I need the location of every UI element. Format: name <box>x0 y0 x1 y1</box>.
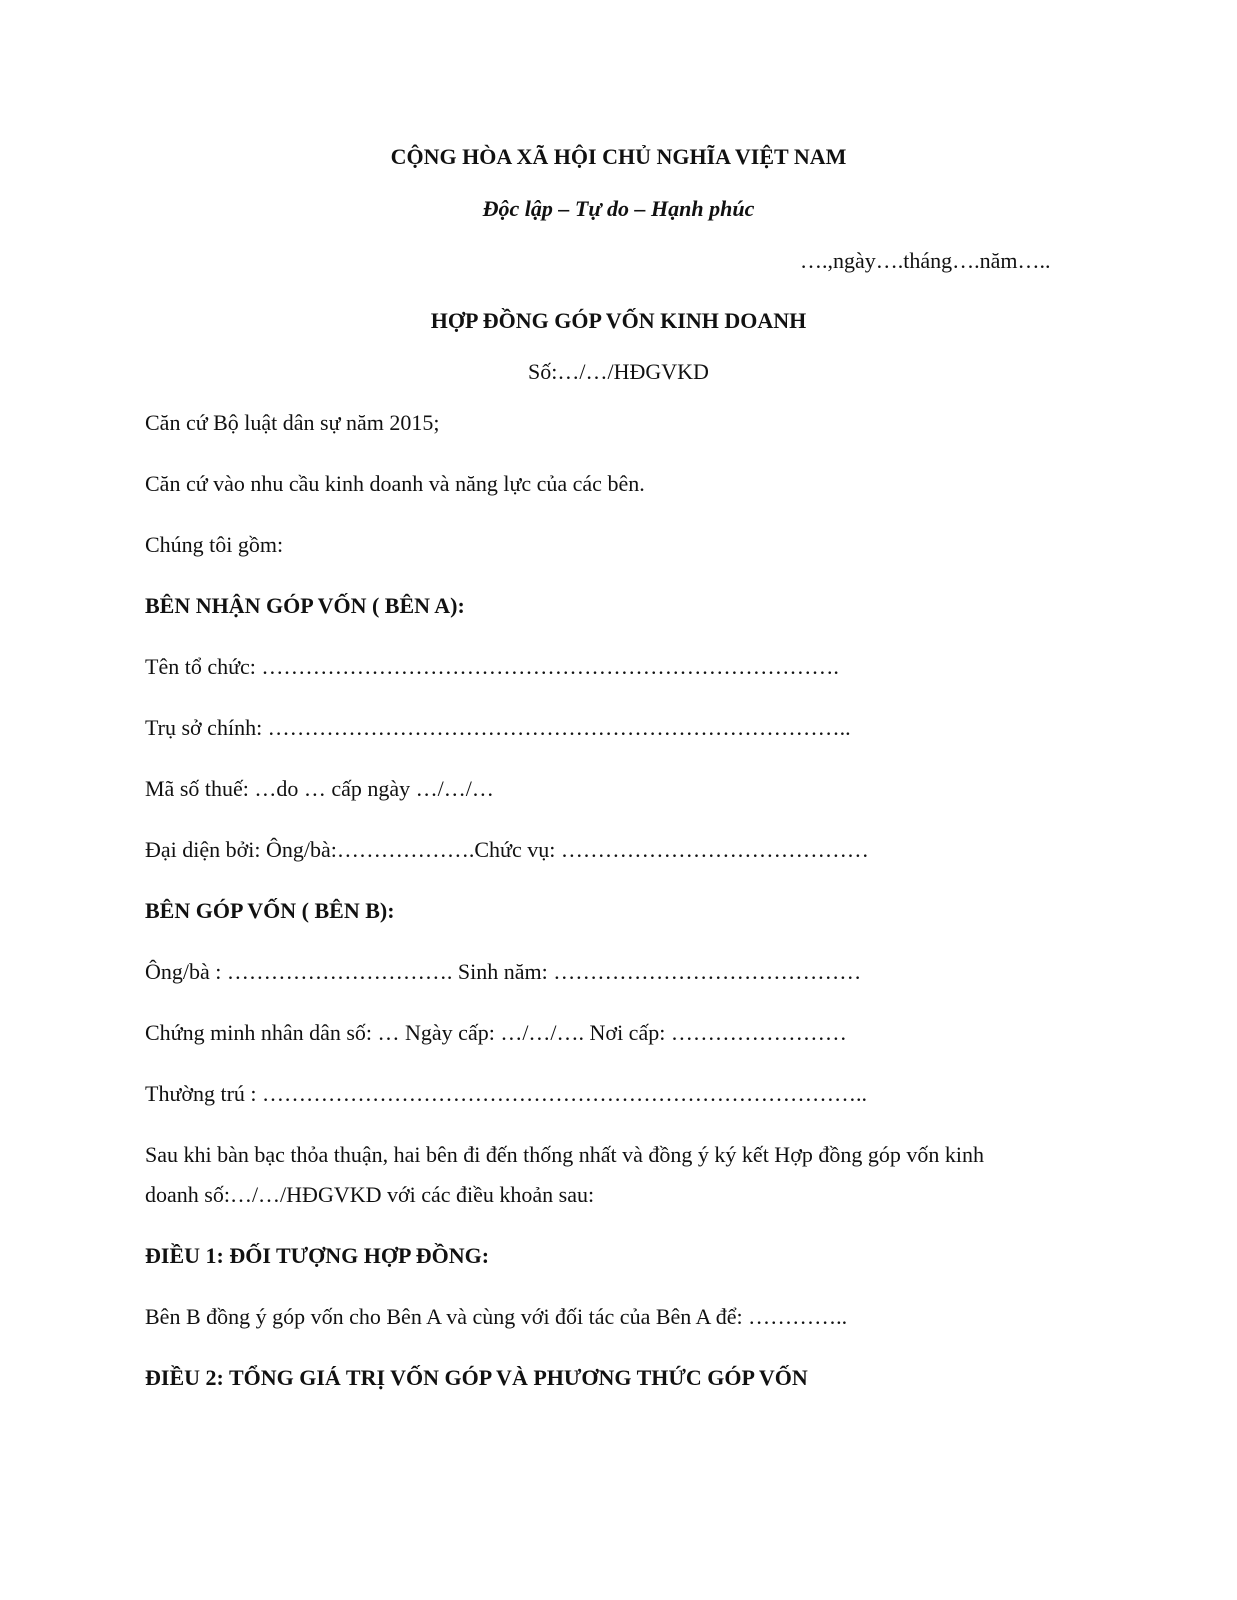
party-a-organization-name: Tên tổ chức: ……………………………………………………………………. <box>145 654 839 679</box>
national-motto: Độc lập – Tự do – Hạnh phúc <box>482 196 755 221</box>
party-b-heading: BÊN GÓP VỐN ( BÊN B): <box>145 898 395 923</box>
preamble-legal-basis: Căn cứ Bộ luật dân sự năm 2015; <box>145 410 440 435</box>
party-a-tax-code: Mã số thuế: …do … cấp ngày …/…/… <box>145 776 494 801</box>
article-2-heading: ĐIỀU 2: TỔNG GIÁ TRỊ VỐN GÓP VÀ PHƯƠNG THỨC GÓP VỐN <box>145 1365 808 1390</box>
national-title: CỘNG HÒA XÃ HỘI CHỦ NGHĨA VIỆT NAM <box>390 144 847 169</box>
preamble-parties-intro: Chúng tôi gồm: <box>145 532 284 557</box>
party-a-head-office: Trụ sở chính: …………………………………………………………………….. <box>145 715 851 740</box>
article-1-heading: ĐIỀU 1: ĐỐI TƯỢNG HỢP ĐỒNG: <box>145 1243 490 1268</box>
party-b-id-card: Chứng minh nhân dân số: … Ngày cấp: …/…/…. Nơi cấp: …………………… <box>145 1020 847 1045</box>
agreement-line-1: Sau khi bàn bạc thỏa thuận, hai bên đi đến thống nhất và đồng ý ký kết Hợp đồng góp vốn kinh <box>145 1142 984 1167</box>
contract-number: Số:…/…/HĐGVKD <box>528 359 709 384</box>
party-b-person: Ông/bà : …………………………. Sinh năm: …………………………………… <box>145 959 862 984</box>
party-a-heading: BÊN NHẬN GÓP VỐN ( BÊN A): <box>145 593 465 618</box>
agreement-line-2: doanh số:…/…/HĐGVKD với các điều khoản sau: <box>145 1182 595 1207</box>
party-b-permanent-address: Thường trú : ……………………………………………………………………….. <box>145 1081 868 1106</box>
contract-title: HỢP ĐỒNG GÓP VỐN KINH DOANH <box>430 308 807 333</box>
date-line: ….,ngày….tháng….năm….. <box>800 248 1051 273</box>
party-a-representative: Đại diện bởi: Ông/bà:……………….Chức vụ: …………………………………… <box>145 837 869 862</box>
preamble-business-needs: Căn cứ vào nhu cầu kinh doanh và năng lực của các bên. <box>145 471 645 496</box>
article-1-body: Bên B đồng ý góp vốn cho Bên A và cùng với đối tác của Bên A để: ………….. <box>145 1304 848 1329</box>
